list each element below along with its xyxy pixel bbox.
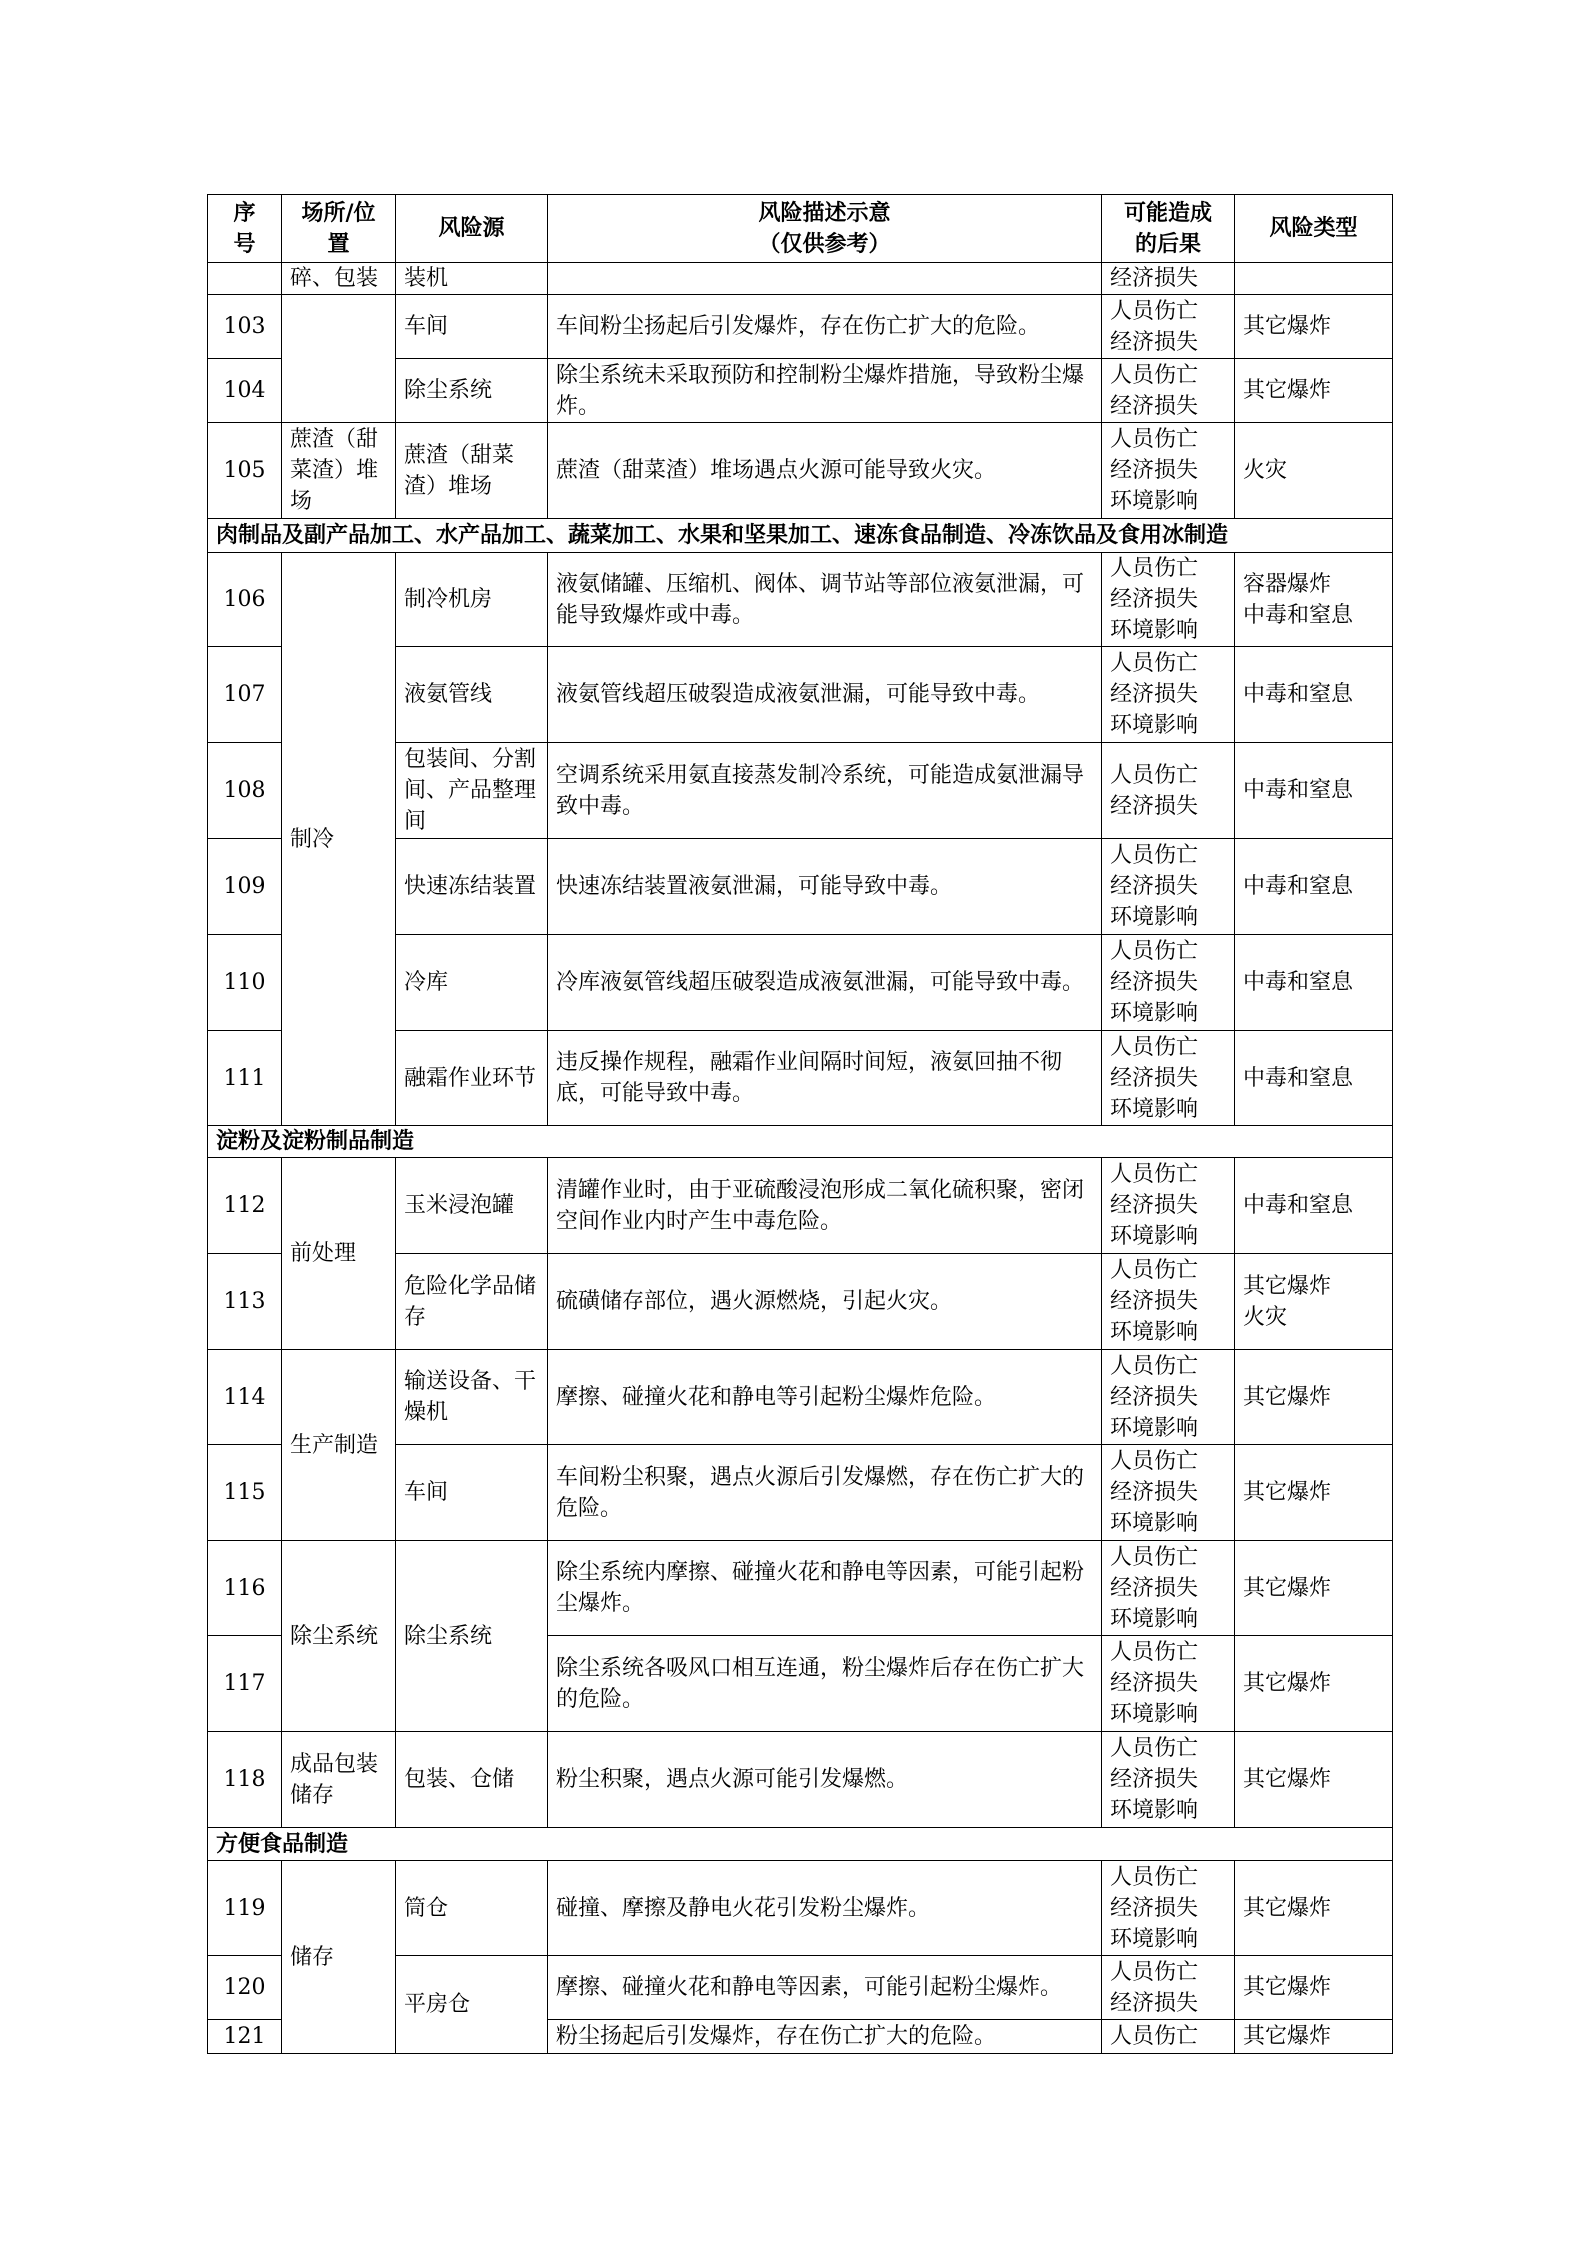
cell-source: 液氨管线 [396,647,548,743]
table-row [208,1541,1393,1636]
cell-source: 危险化学品储存 [396,1254,548,1350]
cell-description: 空调系统采用氨直接蒸发制冷系统，可能造成氨泄漏导致中毒。 [548,743,1102,839]
cell-source: 快速冻结装置 [396,839,548,935]
cell-description: 除尘系统内摩擦、碰撞火花和静电等因素，可能引起粉尘爆炸。 [548,1541,1102,1636]
cell-no: 109 [208,839,282,935]
table-row [208,1732,1393,1828]
cell-consequence: 人员伤亡 经济损失 环境影响 [1102,1031,1235,1126]
cell-no: 103 [208,295,282,359]
cell-source: 平房仓 [396,1956,548,2054]
cell-consequence: 人员伤亡 经济损失 环境影响 [1102,553,1235,647]
cell-description: 除尘系统未采取预防和控制粉尘爆炸措施，导致粉尘爆炸。 [548,359,1102,423]
cell-source: 筒仓 [396,1861,548,1956]
cell-consequence: 人员伤亡 [1102,2020,1235,2054]
cell-risk-type: 其它爆炸 火灾 [1235,1254,1393,1350]
cell-risk-type: 其它爆炸 [1235,1541,1393,1636]
cell-risk-type: 其它爆炸 [1235,1445,1393,1541]
cell-no: 113 [208,1254,282,1350]
header-location [282,195,396,263]
cell-consequence: 人员伤亡 经济损失 环境影响 [1102,1445,1235,1541]
cell-source: 玉米浸泡罐 [396,1158,548,1254]
cell-consequence: 人员伤亡 经济损失 环境影响 [1102,1350,1235,1445]
table-row [208,1350,1393,1445]
cell-consequence: 人员伤亡 经济损失 环境影响 [1102,1861,1235,1956]
cell-location: 成品包装储存 [282,1732,396,1828]
cell-consequence: 人员伤亡 经济损失 [1102,1956,1235,2020]
cell-location: 制冷 [282,553,396,1126]
header-consequence-text: 可能造成 的后果 [1123,199,1212,257]
cell-consequence: 人员伤亡 经济损失 环境影响 [1102,839,1235,935]
cell-risk-type: 其它爆炸 [1235,1861,1393,1956]
cell-no: 108 [208,743,282,839]
section-title: 肉制品及副产品加工、水产品加工、蔬菜加工、水果和坚果加工、速冻食品制造、冷冻饮品及食用冰制造 [208,519,1393,553]
cell-consequence: 人员伤亡 经济损失 环境影响 [1102,423,1235,519]
cell-description: 清罐作业时，由于亚硫酸浸泡形成二氧化硫积聚，密闭空间作业内时产生中毒危险。 [548,1158,1102,1254]
header-source-text: 风险源 [438,215,505,241]
table-row [208,1861,1393,1956]
cell-risk-type: 中毒和窒息 [1235,1158,1393,1254]
cell-no: 104 [208,359,282,423]
cell-description: 液氨储罐、压缩机、阀体、调节站等部位液氨泄漏，可能导致爆炸或中毒。 [548,553,1102,647]
cell-risk-type: 容器爆炸 中毒和窒息 [1235,553,1393,647]
cell-description: 蔗渣（甜菜渣）堆场遇点火源可能导致火灾。 [548,423,1102,519]
cell-no [208,263,282,295]
cell-risk-type: 中毒和窒息 [1235,743,1393,839]
cell-source: 冷库 [396,935,548,1031]
cell-risk-type: 其它爆炸 [1235,2020,1393,2054]
cell-no: 115 [208,1445,282,1541]
cell-source: 蔗渣（甜菜渣）堆场 [396,423,548,519]
cell-source: 车间 [396,295,548,359]
cell-description [548,263,1102,295]
section-title: 淀粉及淀粉制品制造 [208,1126,1393,1158]
cell-no: 120 [208,1956,282,2020]
cell-risk-type: 中毒和窒息 [1235,839,1393,935]
table-body [208,263,1393,2054]
cell-risk-type: 中毒和窒息 [1235,1031,1393,1126]
cell-description: 摩擦、碰撞火花和静电等引起粉尘爆炸危险。 [548,1350,1102,1445]
cell-description: 冷库液氨管线超压破裂造成液氨泄漏，可能导致中毒。 [548,935,1102,1031]
header-location-text: 场所/位 置 [301,199,376,257]
table-row [208,553,1393,647]
cell-no: 106 [208,553,282,647]
header-no [208,195,282,263]
cell-source: 除尘系统 [396,359,548,423]
cell-source: 输送设备、干燥机 [396,1350,548,1445]
cell-description: 硫磺储存部位，遇火源燃烧，引起火灾。 [548,1254,1102,1350]
cell-source: 包装、仓储 [396,1732,548,1828]
header-no-text: 序 号 [233,199,256,257]
section-row [208,1126,1393,1158]
cell-location: 除尘系统 [282,1541,396,1732]
cell-consequence: 人员伤亡 经济损失 环境影响 [1102,1732,1235,1828]
cell-description: 违反操作规程，融霜作业间隔时间短，液氨回抽不彻底，可能导致中毒。 [548,1031,1102,1126]
section-row [208,1828,1393,1861]
cell-location: 蔗渣（甜菜渣）堆场 [282,423,396,519]
cell-risk-type: 中毒和窒息 [1235,935,1393,1031]
cell-risk-type: 其它爆炸 [1235,1636,1393,1732]
cell-location [282,295,396,423]
cell-source: 融霜作业环节 [396,1031,548,1126]
cell-risk-type: 中毒和窒息 [1235,647,1393,743]
header-consequence [1102,195,1235,263]
cell-no: 112 [208,1158,282,1254]
cell-location: 生产制造 [282,1350,396,1541]
cell-source: 车间 [396,1445,548,1541]
table-row [208,263,1393,295]
cell-location: 前处理 [282,1158,396,1350]
cell-source: 除尘系统 [396,1541,548,1732]
cell-location: 储存 [282,1861,396,2054]
header-description [548,195,1102,263]
cell-no: 121 [208,2020,282,2054]
cell-location: 碎、包装 [282,263,396,295]
cell-description: 快速冻结装置液氨泄漏，可能导致中毒。 [548,839,1102,935]
cell-no: 107 [208,647,282,743]
cell-risk-type: 其它爆炸 [1235,1350,1393,1445]
cell-description: 车间粉尘积聚，遇点火源后引发爆燃，存在伤亡扩大的危险。 [548,1445,1102,1541]
cell-source: 装机 [396,263,548,295]
table-row [208,295,1393,359]
cell-source: 包装间、分割间、产品整理间 [396,743,548,839]
cell-consequence: 人员伤亡 经济损失 环境影响 [1102,935,1235,1031]
cell-risk-type: 其它爆炸 [1235,1956,1393,2020]
cell-description: 摩擦、碰撞火花和静电等因素，可能引起粉尘爆炸。 [548,1956,1102,2020]
cell-no: 119 [208,1861,282,1956]
cell-consequence: 人员伤亡 经济损失 环境影响 [1102,647,1235,743]
cell-no: 118 [208,1732,282,1828]
header-description-line2: （仅供参考） [758,230,891,257]
cell-description: 液氨管线超压破裂造成液氨泄漏，可能导致中毒。 [548,647,1102,743]
cell-consequence: 人员伤亡 经济损失 环境影响 [1102,1541,1235,1636]
table-row [208,1158,1393,1254]
cell-consequence: 人员伤亡 经济损失 环境影响 [1102,1636,1235,1732]
header-description-line1: 风险描述示意 [758,199,891,226]
table-row [208,423,1393,519]
cell-description: 车间粉尘扬起后引发爆炸，存在伤亡扩大的危险。 [548,295,1102,359]
header-row [208,195,1393,263]
cell-no: 111 [208,1031,282,1126]
cell-no: 117 [208,1636,282,1732]
cell-consequence: 人员伤亡 经济损失 [1102,295,1235,359]
section-title: 方便食品制造 [208,1828,1393,1861]
cell-description: 碰撞、摩擦及静电火花引发粉尘爆炸。 [548,1861,1102,1956]
cell-risk-type: 火灾 [1235,423,1393,519]
cell-consequence: 人员伤亡 经济损失 [1102,359,1235,423]
cell-no: 116 [208,1541,282,1636]
cell-risk-type [1235,263,1393,295]
cell-consequence: 人员伤亡 经济损失 环境影响 [1102,1158,1235,1254]
cell-description: 粉尘扬起后引发爆炸，存在伤亡扩大的危险。 [548,2020,1102,2054]
cell-consequence: 人员伤亡 经济损失 [1102,743,1235,839]
cell-no: 105 [208,423,282,519]
risk-table [207,194,1393,2054]
section-row [208,519,1393,553]
cell-description: 粉尘积聚，遇点火源可能引发爆燃。 [548,1732,1102,1828]
cell-no: 110 [208,935,282,1031]
header-source [396,195,548,263]
cell-risk-type: 其它爆炸 [1235,359,1393,423]
cell-risk-type: 其它爆炸 [1235,295,1393,359]
cell-no: 114 [208,1350,282,1445]
header-risk-type [1235,195,1393,263]
cell-consequence: 人员伤亡 经济损失 环境影响 [1102,1254,1235,1350]
cell-risk-type: 其它爆炸 [1235,1732,1393,1828]
header-risk-type-text: 风险类型 [1269,215,1358,241]
cell-source: 制冷机房 [396,553,548,647]
cell-consequence: 经济损失 [1102,263,1235,295]
cell-description: 除尘系统各吸风口相互连通，粉尘爆炸后存在伤亡扩大的危险。 [548,1636,1102,1732]
